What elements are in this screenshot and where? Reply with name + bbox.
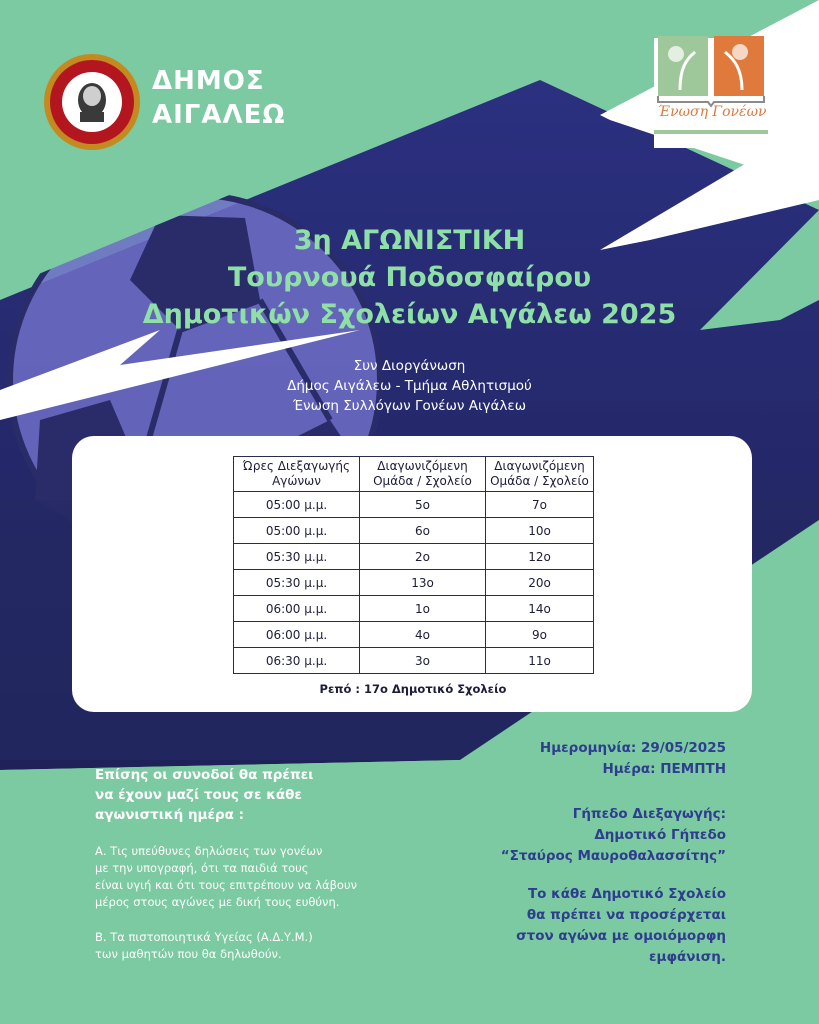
match-time: 06:00 μ.μ.: [234, 596, 360, 622]
header-time-l2: Αγώνων: [272, 474, 321, 488]
team-a: 2ο: [360, 544, 486, 570]
venue-name-2: “Σταύρος Μαυροθαλασσίτης”: [500, 848, 726, 864]
title-line1: 3η ΑΓΩΝΙΣΤΙΚΗ: [293, 225, 526, 256]
table-row: [234, 596, 594, 622]
title-line2: Τουρνουά Ποδοσφαίρου: [227, 262, 592, 293]
req-b-line1: Β. Τα πιστοποιητικά Υγείας (Α.Δ.Υ.Μ.): [95, 930, 313, 944]
header-time-l1: Ώρες Διεξαγωγής: [242, 459, 351, 473]
table-row: [234, 518, 594, 544]
appearance-note: [440, 884, 726, 968]
bye-note: Ρεπό : 17ο Δημοτικό Σχολείο: [319, 682, 507, 696]
venue-name: Δημοτικό Γήπεδο: [594, 827, 726, 843]
header-team-b: [486, 457, 594, 492]
parents-association-logo: [650, 30, 772, 148]
requirement-b: [95, 929, 425, 963]
municipality-name: [152, 64, 285, 132]
req-a-line1: Α. Τις υπεύθυνες δηλώσεις των γονέων: [95, 844, 323, 858]
title-line3: Δημοτικών Σχολείων Αιγάλεω 2025: [142, 299, 677, 330]
match-time: 06:00 μ.μ.: [234, 622, 360, 648]
table-row: [234, 622, 594, 648]
requirement-a: [95, 843, 425, 911]
team-b: 10ο: [486, 518, 594, 544]
req-b-line2: των μαθητών που θα δηλωθούν.: [95, 947, 282, 961]
schedule-table: [233, 456, 594, 674]
requirements: [95, 765, 425, 963]
event-title: [0, 222, 819, 333]
header-team-b-l1: Διαγωνιζόμενη: [494, 459, 585, 473]
team-a: 5ο: [360, 492, 486, 518]
req-a-line4: μέρος στους αγώνες με δική τους ευθύνη.: [95, 895, 340, 909]
organizers-line1: Συν Διοργάνωση: [353, 358, 466, 374]
team-b: 20ο: [486, 570, 594, 596]
match-day: Ημέρα: ΠΕΜΠΤΗ: [602, 761, 726, 777]
team-b: 11ο: [486, 648, 594, 674]
match-time: 05:00 μ.μ.: [234, 492, 360, 518]
match-date: Ημερομηνία: 29/05/2025: [539, 740, 726, 756]
team-b: 7ο: [486, 492, 594, 518]
table-row: [234, 648, 594, 674]
requirements-intro: [95, 765, 425, 825]
appearance-line1: Το κάθε Δημοτικό Σχολείο: [527, 886, 726, 902]
appearance-line3: στον αγώνα με ομοιόμορφη: [516, 928, 726, 944]
match-time: 05:30 μ.μ.: [234, 570, 360, 596]
table-row: [234, 492, 594, 518]
match-time: 05:00 μ.μ.: [234, 518, 360, 544]
venue-label: Γήπεδο Διεξαγωγής:: [572, 806, 726, 822]
team-b: 9ο: [486, 622, 594, 648]
intro-line3: αγωνιστική ημέρα :: [95, 807, 245, 823]
team-a: 1ο: [360, 596, 486, 622]
team-a: 6ο: [360, 518, 486, 544]
intro-line2: να έχουν μαζί τους σε κάθε: [95, 787, 302, 803]
table-row: [234, 544, 594, 570]
table-row: [234, 570, 594, 596]
header-team-a-l2: Ομάδα / Σχολείο: [373, 474, 472, 488]
team-a: 3ο: [360, 648, 486, 674]
match-time: 06:30 μ.μ.: [234, 648, 360, 674]
venue-info: [440, 804, 726, 867]
header-team-a-l1: Διαγωνιζόμενη: [377, 459, 468, 473]
organizers-line3: Ένωση Συλλόγων Γονέων Αιγάλεω: [292, 398, 527, 414]
appearance-line2: θα πρέπει να προσέρχεται: [526, 907, 726, 923]
intro-line1: Επίσης οι συνοδοί θα πρέπει: [95, 767, 314, 783]
req-a-line2: με την υπογραφή, ότι τα παιδιά τους: [95, 861, 309, 875]
team-a: 4ο: [360, 622, 486, 648]
municipality-name-line1: ΔΗΜΟΣ: [152, 66, 265, 96]
appearance-line4: εμφάνιση.: [649, 949, 726, 965]
schedule-header-row: [234, 457, 594, 492]
organizers-line2: Δήμος Αιγάλεω - Τμήμα Αθλητισμού: [287, 378, 532, 394]
match-time: 05:30 μ.μ.: [234, 544, 360, 570]
date-info: [440, 738, 726, 780]
parents-association-label: Ένωση Γονέων: [657, 104, 767, 120]
organizers: [0, 356, 819, 416]
schedule-card: [72, 436, 752, 712]
team-b: 12ο: [486, 544, 594, 570]
team-a: 13ο: [360, 570, 486, 596]
header-team-b-l2: Ομάδα / Σχολείο: [490, 474, 589, 488]
header-time: [234, 457, 360, 492]
team-b: 14ο: [486, 596, 594, 622]
header-team-a: [360, 457, 486, 492]
municipality-seal-logo: [42, 52, 142, 152]
req-a-line3: είναι υγιή και ότι τους επιτρέπουν να λάβουν: [95, 878, 358, 892]
municipality-name-line2: ΑΙΓΑΛΕΩ: [152, 100, 286, 130]
